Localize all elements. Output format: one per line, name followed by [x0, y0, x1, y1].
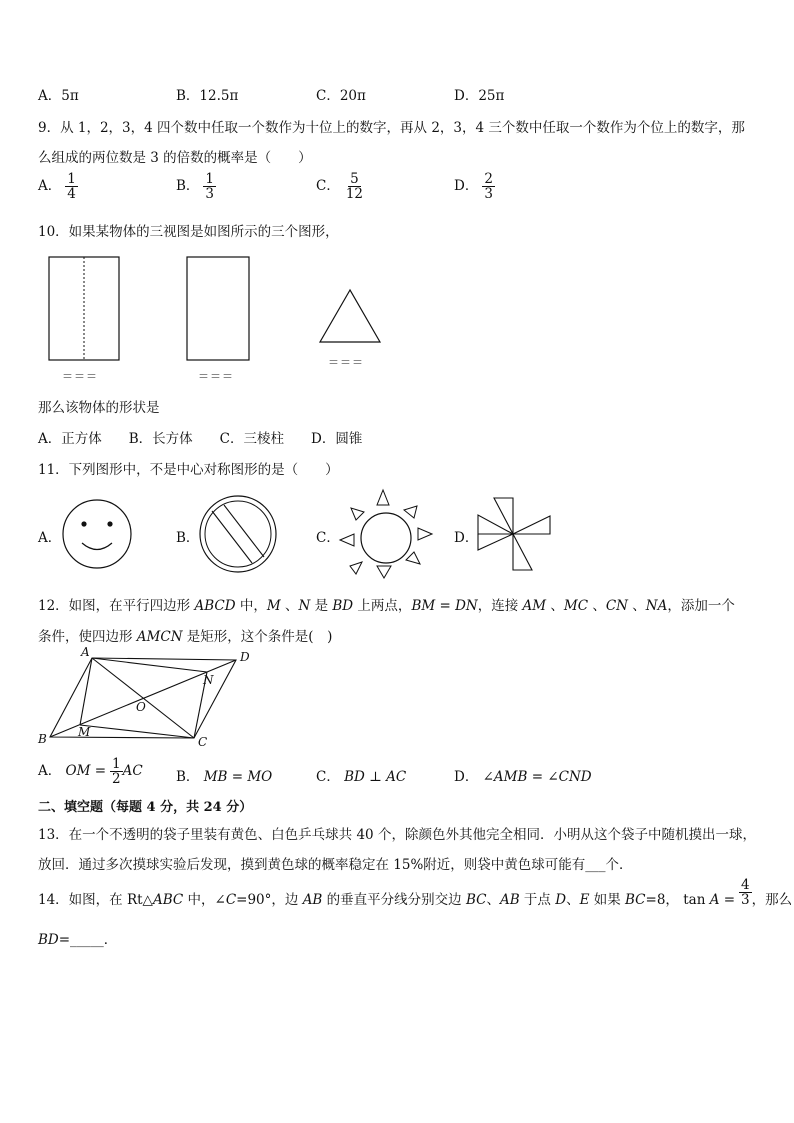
point-c-label: C [198, 735, 208, 749]
q11-option-b-label: B． [176, 530, 200, 546]
q13-stem-line1: 13．在一个不透明的袋子里装有黄色、白色乒乓球共 40 个，除颜色外其他完全相同．小明从这个袋子中随机摸出一球， [38, 827, 756, 843]
q11-stem: 11．下列图形中，不是中心对称图形的是（ ） [38, 462, 339, 478]
q10-followup: 那么该物体的形状是 [38, 400, 160, 416]
q9-option-a: A． $\frac{1}{4}$ [38, 171, 76, 203]
q8-option-a: A．5π [38, 88, 79, 104]
q13-stem-line2: 放回．通过多次摸球实验后发现，摸到黄色球的概率稳定在 15%附近，则袋中黄色球可能有___个． [38, 857, 633, 873]
point-o-label: O [136, 700, 146, 714]
q9-stem-line1: 9．从 1，2，3，4 四个数中任取一个数作为十位上的数字，再从 2，3，4 三个数中任取一个数作为个位上的数字，那 [38, 120, 745, 136]
q8-option-d: D．25π [454, 88, 505, 104]
q12-option-a: A． OM = $\frac{1}{2}$ AC [38, 756, 143, 788]
q8-option-b: B．12.5π [176, 88, 239, 104]
segment-am [80, 658, 92, 725]
section-2-heading: 二、填空题（每题 4 分，共 24 分） [38, 800, 253, 815]
q12-option-d: D． ∠AMB = ∠CND [454, 769, 592, 785]
point-n-label: N [203, 673, 214, 687]
q14-stem-line1: 14．如图，在 Rt△ABC 中，∠C=90°，边 AB 的垂直平分线分别交边 BC、AB 于点 D、E 如果 BC=8， tan A = $\frac{4}{3}$ ，那么 [38, 877, 793, 909]
q12-option-b: B． MB = MO [176, 769, 273, 785]
q12-option-c: C． BD ⊥ AC [316, 769, 407, 785]
q14-stem-line2: BD=_____． [38, 932, 118, 948]
point-d-label: D [240, 650, 250, 664]
point-a-label: A [81, 645, 90, 659]
q9-stem-line2: 么组成的两位数是 3 的倍数的概率是（ ） [38, 150, 312, 166]
q11-option-c-label: C． [316, 530, 340, 546]
q9-option-c: C． $\frac{5}{12}$ [316, 171, 364, 203]
q11-option-a-label: A． [38, 530, 62, 546]
point-m-label: M [78, 725, 91, 739]
q10-stem: 10．如果某物体的三视图是如图所示的三个图形， [38, 224, 339, 240]
q9-option-d: D． $\frac{2}{3}$ [454, 171, 493, 203]
q10-options: A．正方体 B．长方体 C．三棱柱 D．圆锥 [38, 431, 363, 447]
q12-stem-line1: 12．如图，在平行四边形 ABCD 中，M 、N 是 BD 上两点，BM = DN，连接 AM 、MC 、CN 、NA，添加一个 [38, 598, 735, 614]
front-view-label: ＝＝＝ [62, 370, 98, 383]
segment-mc [80, 725, 194, 738]
q8-option-c: C．20π [316, 88, 366, 104]
q12-stem-line2: 条件，使四边形 AMCN 是矩形，这个条件是( ) [38, 629, 333, 645]
side-view-label: ＝＝＝ [198, 370, 234, 383]
top-view-label: ＝＝＝ [328, 356, 364, 369]
q11-option-d-label: D． [454, 530, 479, 546]
segment-na [92, 658, 207, 672]
q9-option-b: B． $\frac{1}{3}$ [176, 171, 215, 203]
point-b-label: B [38, 732, 47, 746]
